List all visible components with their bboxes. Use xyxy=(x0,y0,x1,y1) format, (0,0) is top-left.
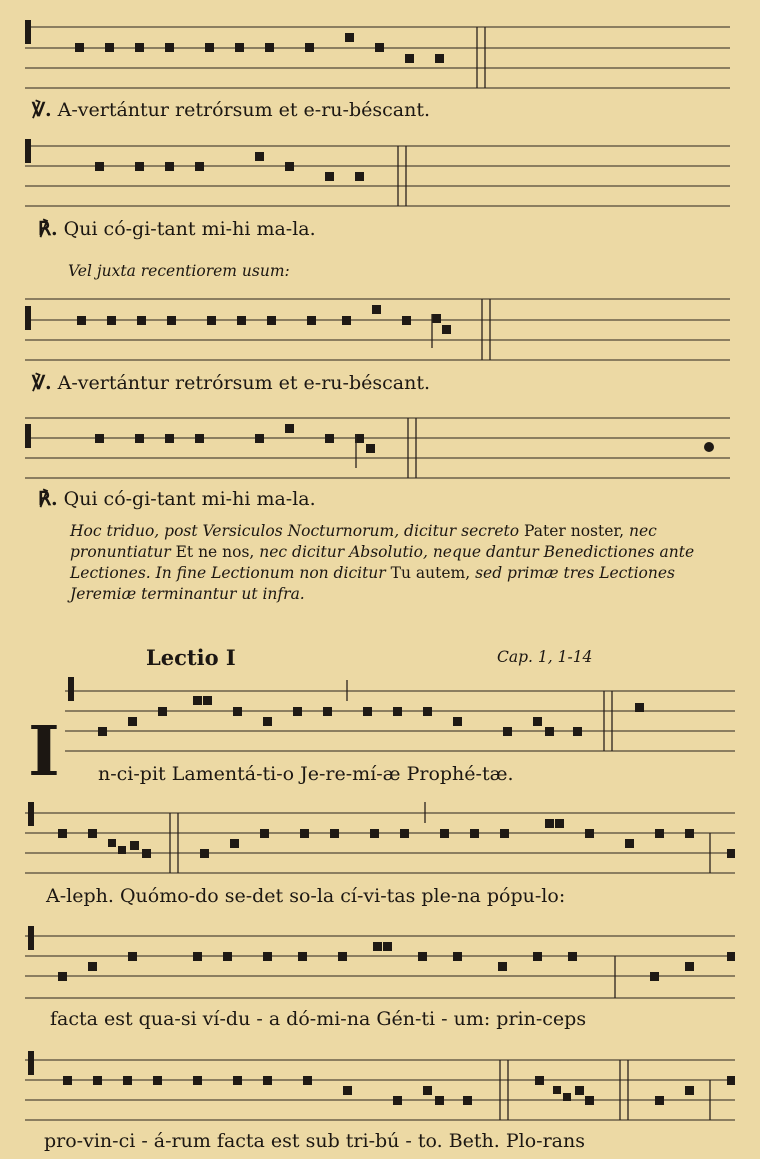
versicle-symbol: ℣. xyxy=(32,372,52,394)
music-staff-6 xyxy=(0,800,760,880)
rubric-segment: Pater noster, xyxy=(524,522,625,540)
alternative-rubric: Vel juxta recentiorem usum: xyxy=(68,262,290,280)
music-staff-5 xyxy=(0,675,760,760)
music-staff-7 xyxy=(0,920,760,1005)
do-clef-icon xyxy=(25,139,31,163)
versicle-line-1: ℣. A-vertántur retrórsum et e-ru-béscant. xyxy=(32,99,430,121)
music-staff-1 xyxy=(0,10,760,100)
response-symbol: ℟. xyxy=(38,218,58,240)
lectio-text-line-2: A-leph. Quómo-do se-det so-la cí-vi-tas ple-na pópu-lo: xyxy=(46,885,566,907)
rubric-segment: nec dicitur Absolutio, neque dantur Benedictiones ante Lectiones. In fine Lectionum non dicitur xyxy=(70,543,695,582)
do-clef-icon xyxy=(28,926,34,950)
do-clef-icon xyxy=(28,1051,34,1075)
do-clef-icon xyxy=(28,802,34,826)
response-line-2: ℟. Qui có-gi-tant mi-hi ma-la. xyxy=(38,488,316,510)
versicle-line-2: ℣. A-vertántur retrórsum et e-ru-béscant. xyxy=(32,372,430,394)
rubric-segment: Tu autem, xyxy=(390,564,471,582)
lectio-text-line-3: facta est qua-si ví-du - a dó-mi-na Gén-ti - um: prin-ceps xyxy=(50,1008,587,1030)
response-line-1: ℟. Qui có-gi-tant mi-hi ma-la. xyxy=(38,218,316,240)
do-clef-icon xyxy=(25,20,31,44)
do-clef-icon xyxy=(25,306,31,330)
rubric-paragraph xyxy=(70,521,738,605)
do-clef-icon xyxy=(68,677,74,701)
chapter-reference: Cap. 1, 1-14 xyxy=(497,648,593,666)
lectio-text-line-1: n-ci-pit Lamentá-ti-o Je-re-mí-æ Prophé-tæ. xyxy=(98,763,514,785)
rubric-segment: Et ne nos, xyxy=(175,543,255,561)
music-staff-3 xyxy=(0,290,760,370)
music-staff-2 xyxy=(0,135,760,215)
rubric-segment: nec pronuntiatur xyxy=(70,522,657,561)
do-clef-icon xyxy=(25,424,31,448)
music-staff-4 xyxy=(0,410,760,490)
response-symbol: ℟. xyxy=(38,488,58,510)
lectio-title: Lectio I xyxy=(146,645,236,670)
rubric-segment: Hoc triduo, post Versiculos Nocturnorum, dicitur secreto xyxy=(70,522,525,540)
versicle-symbol: ℣. xyxy=(32,99,52,121)
lectio-initial: I xyxy=(28,712,60,792)
lectio-text-line-4: pro-vin-ci - á-rum facta est sub tri-bú - to. Beth. Plo-rans xyxy=(44,1130,585,1152)
rubric-segment: sed primæ tres Lectiones Jeremiæ terminantur ut infra. xyxy=(70,564,675,603)
divisio-dot-icon xyxy=(704,442,714,452)
music-staff-8 xyxy=(0,1045,760,1125)
